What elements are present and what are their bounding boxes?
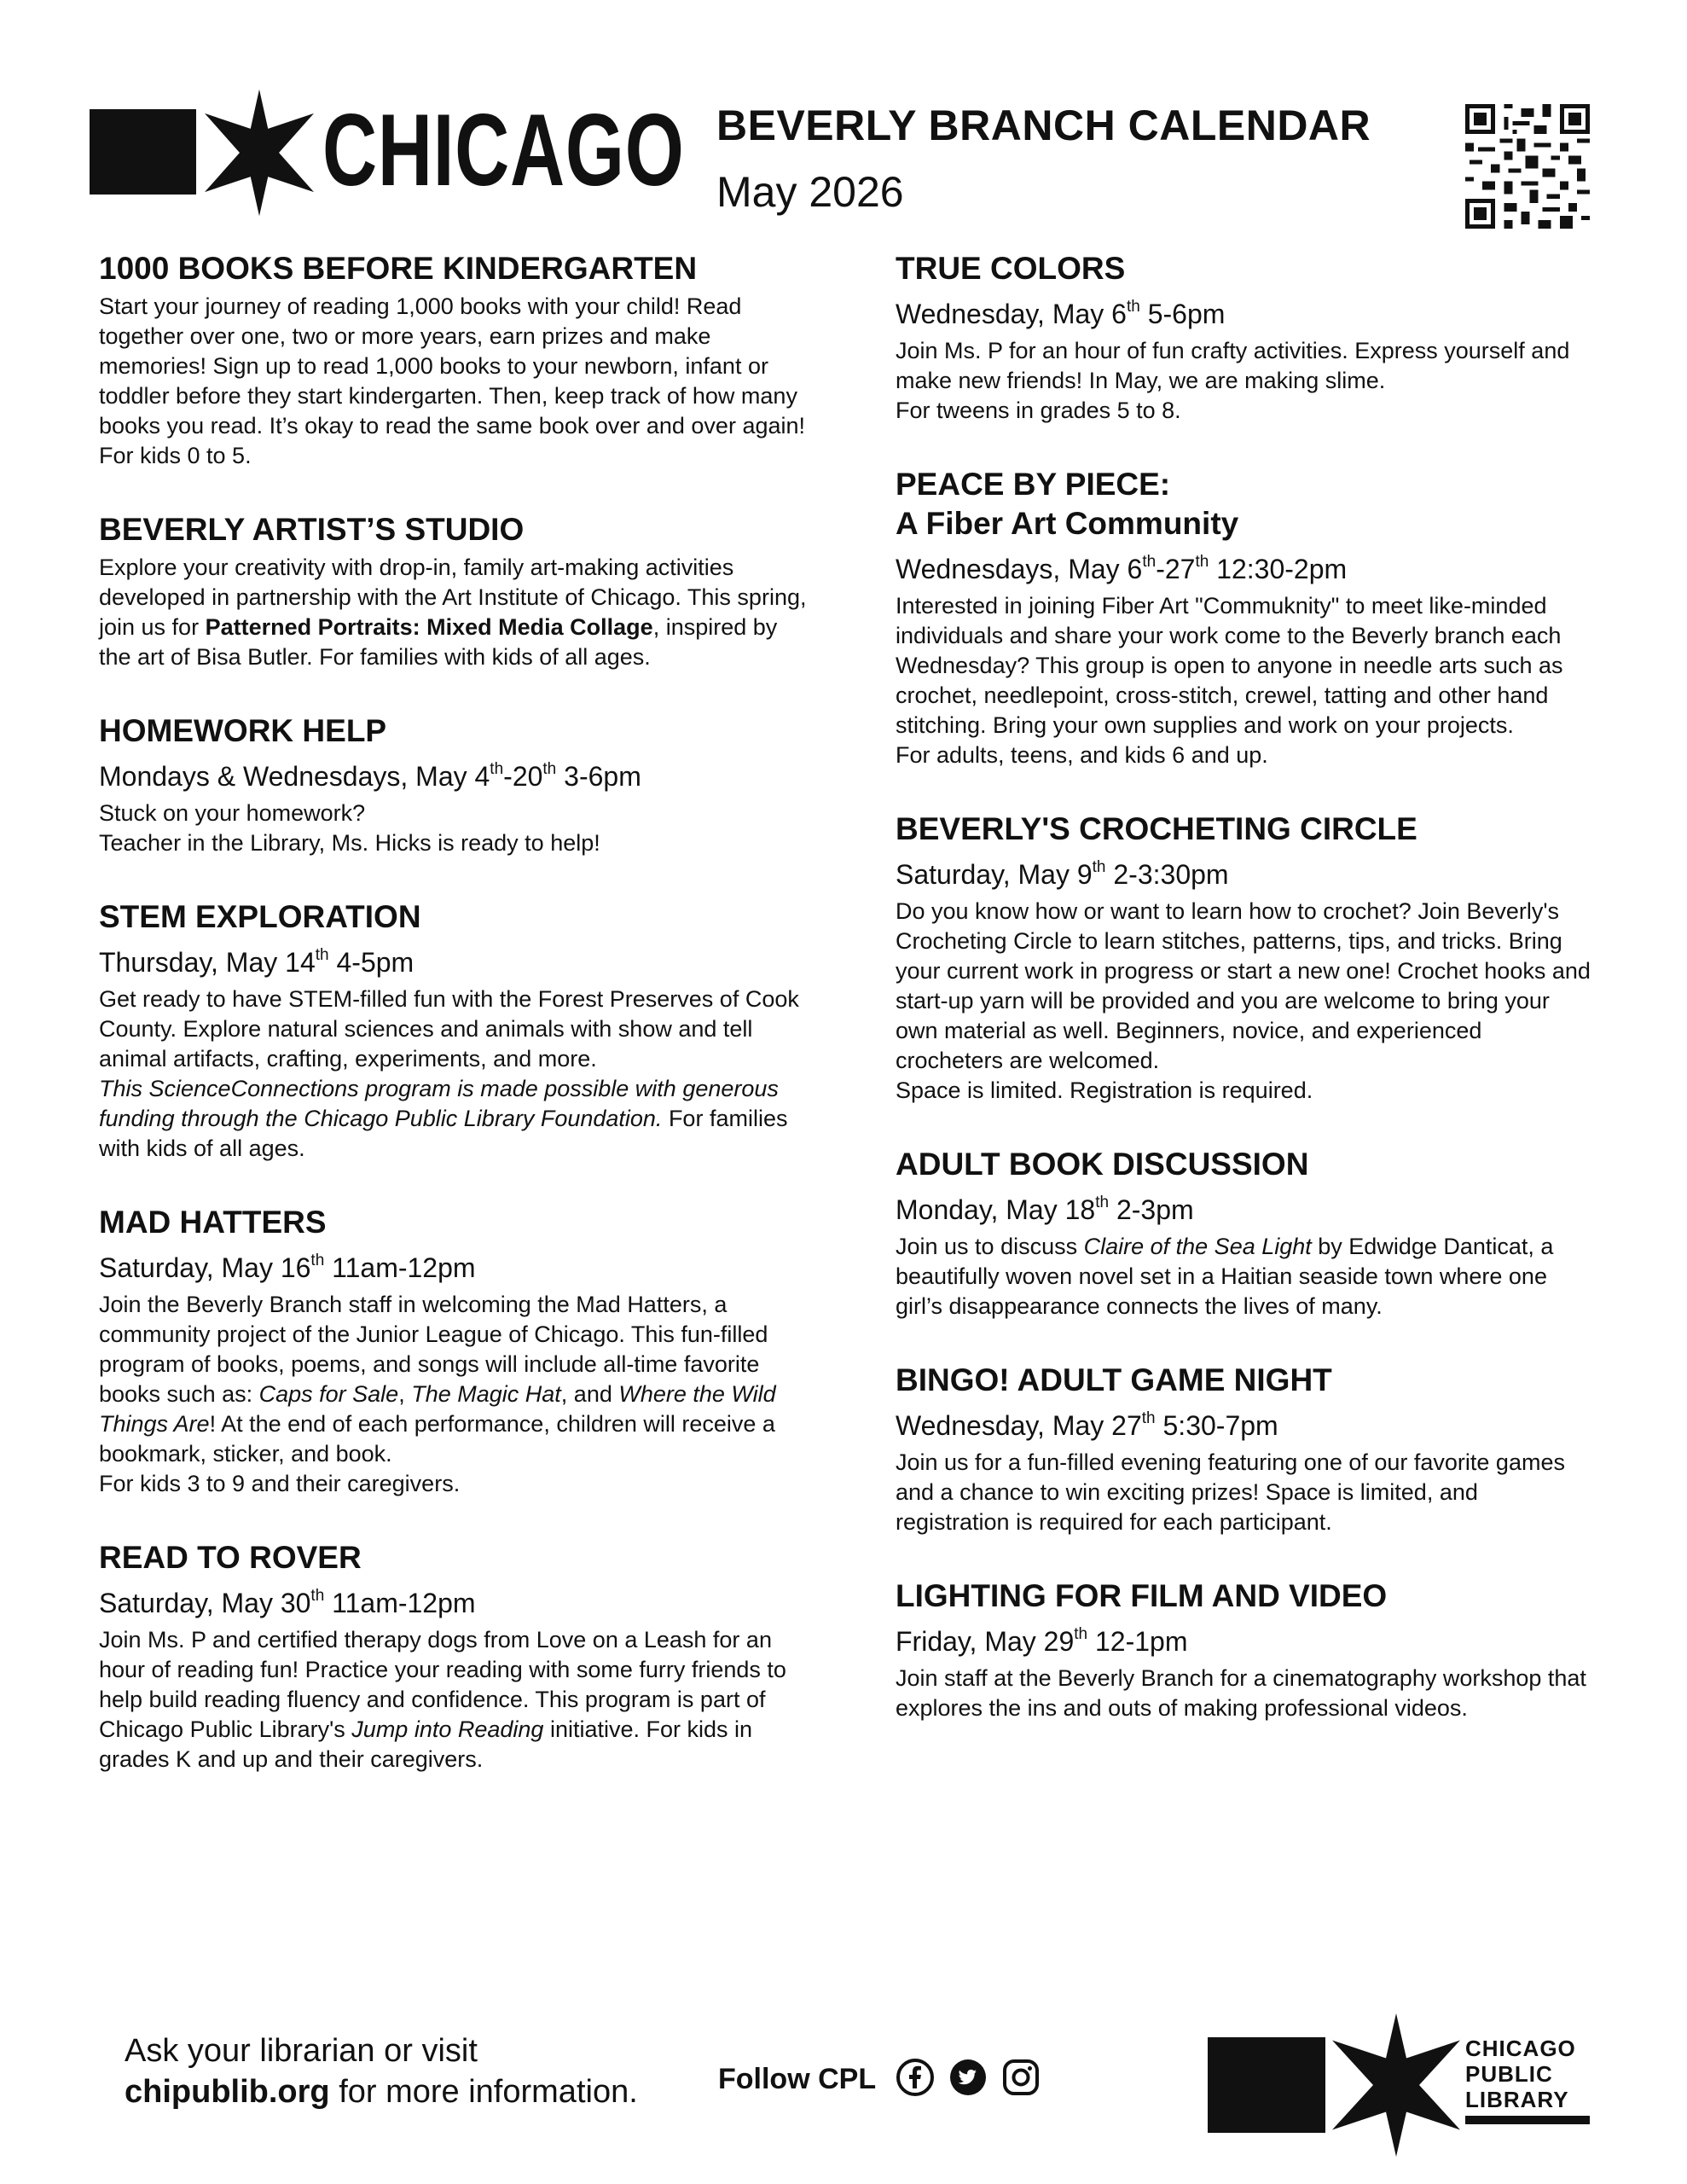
event-description: Start your journey of reading 1,000 books with your child! Read together over one, two or more years, earn prizes and make memories! Sign up to read 1,000 books to your newborn, infant or toddler before they start kindergarten. Then, keep track of how many books you read. It’s okay to read the same book over and over again! For kids 0 to 5.	[99, 293, 806, 468]
event-title: BINGO! ADULT GAME NIGHT	[896, 1362, 1332, 1397]
event-description: Join us to discuss Claire of the Sea Light by Edwidge Danticat, a beautifully woven novel set in a Haitian seaside town where one girl’s disappearance connects the lives of many.	[896, 1234, 1554, 1319]
chicago-logo-block	[90, 109, 196, 195]
instagram-icon[interactable]	[1001, 2058, 1041, 2097]
twitter-icon[interactable]	[948, 2058, 988, 2097]
event-homework-help	[99, 712, 807, 858]
chicago-star-icon	[205, 89, 314, 217]
calendar-month: May 2026	[716, 168, 904, 216]
qr-code	[1465, 104, 1590, 229]
event-adult-book-discussion	[896, 1145, 1595, 1321]
event-date: Mondays & Wednesdays, May 4th-20th 3-6pm	[99, 760, 641, 792]
event-description: Join Ms. P and certified therapy dogs from Love on a Leash for an hour of reading fun! Practice your reading with some furry friends to help build reading fluency and confidence. This program is part of Chicago Public Library's Jump into Reading initiative. For kids in grades K and up and their caregivers.	[99, 1627, 786, 1772]
event-subtitle: A Fiber Art Community	[896, 506, 1239, 541]
event-description: Join us for a fun-filled evening featuring one of our favorite games and a chance to win exciting prizes! Space is limited, and registration is required for each participant.	[896, 1449, 1565, 1535]
event-date: Monday, May 18th 2-3pm	[896, 1194, 1194, 1225]
event-description: Join staff at the Beverly Branch for a cinematography workshop that explores the ins and outs of making professional videos.	[896, 1665, 1586, 1721]
event-date: Thursday, May 14th 4-5pm	[99, 946, 415, 978]
event-date: Wednesday, May 6th 5-6pm	[896, 298, 1226, 329]
cpl-star-icon	[1332, 2013, 1460, 2157]
event-bingo-game-night	[896, 1361, 1595, 1537]
event-title: TRUE COLORS	[896, 251, 1126, 286]
event-mad-hatters	[99, 1203, 807, 1499]
event-1000-books	[99, 249, 807, 471]
event-date: Friday, May 29th 12-1pm	[896, 1625, 1188, 1657]
website-link[interactable]: chipublib.org	[125, 2074, 330, 2110]
event-artists-studio	[99, 510, 807, 672]
event-description: Do you know how or want to learn how to crochet? Join Beverly's Crocheting Circle to learn stitches, patterns, tips, and tricks. Bring your current work in progress or start a new one! Crochet hooks and start-up yarn will be provided and you are welcome to bring your own material as well. Beginners, novice, and experienced crocheters are welcomed. Space is limited. Registration is required.	[896, 898, 1591, 1103]
event-date: Wednesday, May 27th 5:30-7pm	[896, 1409, 1278, 1441]
event-stem-exploration	[99, 897, 807, 1164]
event-date: Saturday, May 30th 11am-12pm	[99, 1587, 476, 1618]
footer-info: Ask your librarian or visit chipublib.org for more information.	[125, 2033, 638, 2110]
cpl-logo-underline	[1465, 2116, 1590, 2124]
event-title: BEVERLY'S CROCHETING CIRCLE	[896, 811, 1417, 846]
event-title: HOMEWORK HELP	[99, 713, 387, 748]
left-column	[99, 249, 807, 1814]
cpl-logo-text: CHICAGO PUBLIC LIBRARY	[1465, 2036, 1576, 2112]
cpl-logo-block	[1208, 2037, 1325, 2133]
event-description: Stuck on your homework? Teacher in the Library, Ms. Hicks is ready to help!	[99, 800, 600, 856]
event-read-to-rover	[99, 1538, 807, 1774]
event-title: LIGHTING FOR FILM AND VIDEO	[896, 1578, 1388, 1613]
event-date: Saturday, May 16th 11am-12pm	[99, 1252, 476, 1283]
event-peace-by-piece	[896, 465, 1595, 770]
event-description: Explore your creativity with drop-in, family art-making activities developed in partnership with the Art Institute of Chicago. This spring, join us for Patterned Portraits: Mixed Media Collage, inspired by the art of Bisa Butler. For families with kids of all ages.	[99, 555, 807, 670]
event-title: PEACE BY PIECE:	[896, 467, 1171, 502]
event-crocheting-circle	[896, 810, 1595, 1106]
event-description: Get ready to have STEM-filled fun with the Forest Preserves of Cook County. Explore natural sciences and animals with show and tell animal artifacts, crafting, experiments, and more. This ScienceConnections program is made possible with generous funding through the Chicago Public Library Foundation. For families with kids of all ages.	[99, 986, 799, 1161]
event-title: MAD HATTERS	[99, 1205, 327, 1240]
event-title: BEVERLY ARTIST’S STUDIO	[99, 512, 525, 547]
facebook-icon[interactable]	[896, 2058, 935, 2097]
event-title: READ TO ROVER	[99, 1540, 362, 1575]
event-description: Join Ms. P for an hour of fun crafty activities. Express yourself and make new friends! In May, we are making slime. For tweens in grades 5 to 8.	[896, 338, 1570, 423]
event-lighting-film-video	[896, 1577, 1595, 1723]
event-date: Saturday, May 9th 2-3:30pm	[896, 858, 1229, 890]
chicago-logo-text: CHICAGO	[322, 93, 685, 207]
event-title: 1000 BOOKS BEFORE KINDERGARTEN	[99, 251, 698, 286]
event-true-colors	[896, 249, 1595, 426]
event-date: Wednesdays, May 6th-27th 12:30-2pm	[896, 553, 1348, 584]
page-title: BEVERLY BRANCH CALENDAR	[716, 102, 1371, 149]
event-description: Interested in joining Fiber Art "Commuknity" to meet like-minded individuals and share your work come to the Beverly branch each Wednesday? This group is open to anyone in needle arts such as crochet, needlepoint, cross-stitch, crewel, tatting and other hand stitching. Bring your own supplies and work on your projects. For adults, teens, and kids 6 and up.	[896, 593, 1563, 768]
event-title: STEM EXPLORATION	[99, 899, 421, 934]
right-column	[896, 249, 1595, 1763]
follow-cpl-label: Follow CPL	[718, 2063, 877, 2095]
event-description: Join the Beverly Branch staff in welcoming the Mad Hatters, a community project of the Junior League of Chicago. This fun-filled program of books, poems, and songs will include all-time favorite books such as: Caps for Sale, The Magic Hat, and Where the Wild Things Are! At the end of each performance, children will receive a bookmark, sticker, and book. For kids 3 to 9 and their caregivers.	[99, 1292, 776, 1496]
event-title: ADULT BOOK DISCUSSION	[896, 1147, 1309, 1182]
